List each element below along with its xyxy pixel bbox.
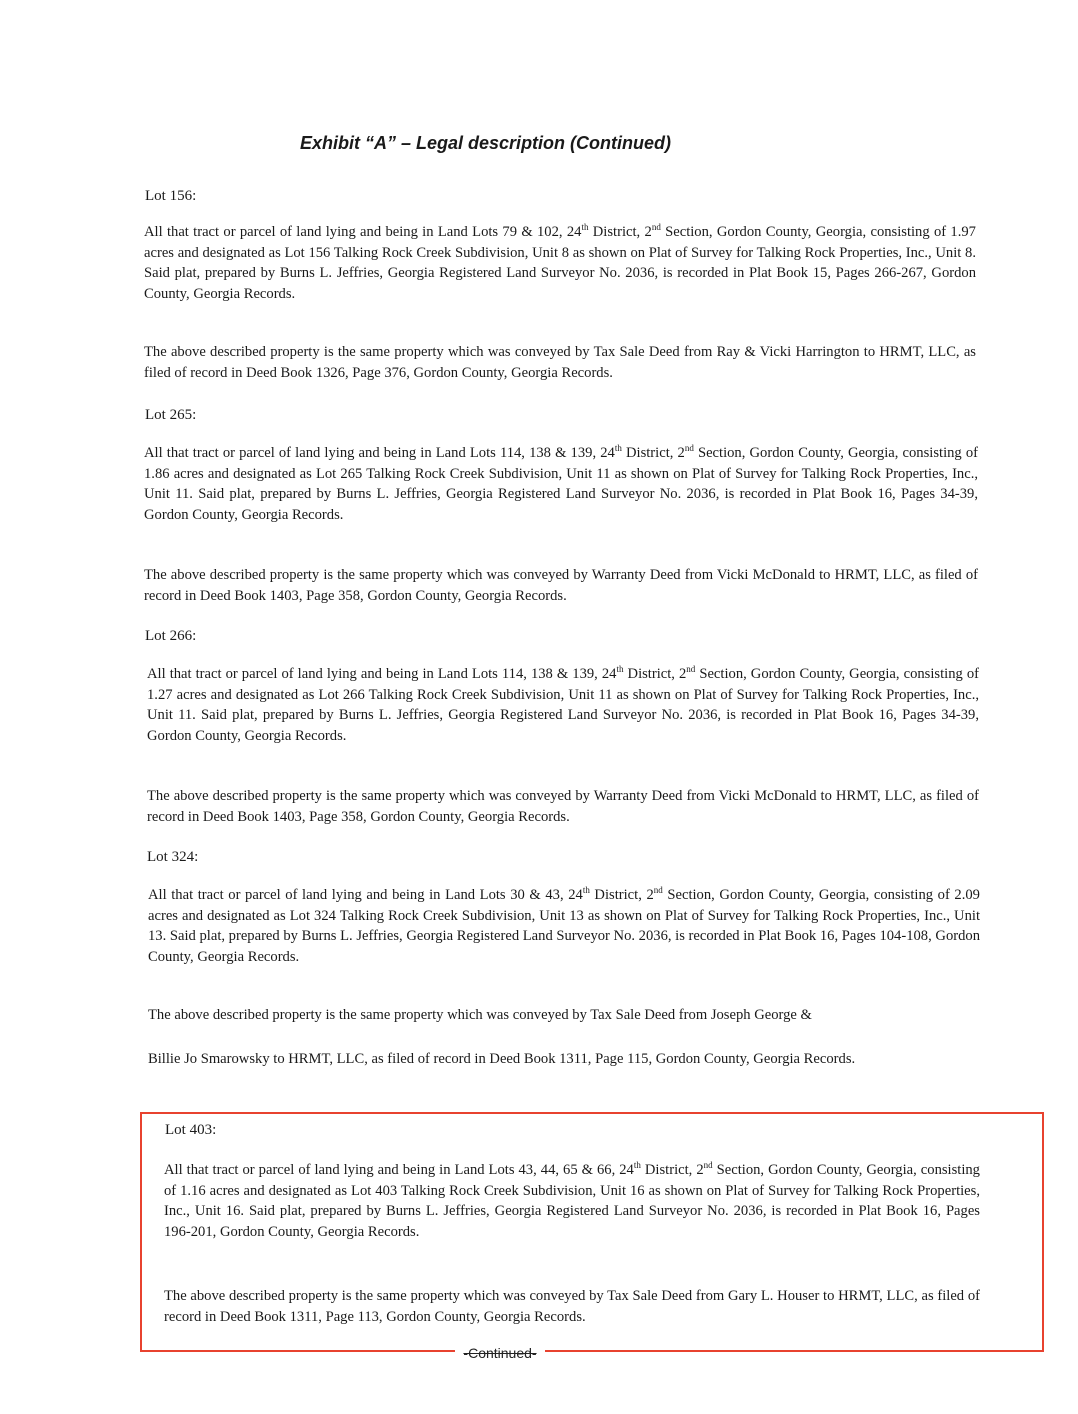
lot-265-heading: Lot 265:: [145, 407, 197, 423]
lot-324-description: All that tract or parcel of land lying and being in Land Lots 30 & 43, 24th District, 2nd Section, Gordon County, Georgia, consisting of 2.09 acres and designated as Lot 324 Talking Rock Creek Subdivision, Unit 13 as shown on Plat of Survey for Talking Rock Properties, Inc., Unit 13. Said plat, prepared by Burns L. Jeffries, Georgia Registered Land Surveyor No. 2036, is recorded in Plat Book 16, Pages 104-108, Gordon County, Georgia Records.: [148, 885, 980, 965]
lot-266-conveyance: The above described property is the same property which was conveyed by Warranty Deed from Vicki McDonald to HRMT, LLC, as filed of record in Deed Book 1403, Page 358, Gordon County, Georgia Records.: [147, 788, 979, 825]
lot-403-heading: Lot 403:: [165, 1122, 217, 1138]
lot-403-description: All that tract or parcel of land lying and being in Land Lots 43, 44, 65 & 66, 24th District, 2nd Section, Gordon County, Georgia, consisting of 1.16 acres and designated as Lot 403 Talking Rock Creek Subdivision, Unit 16 as shown on Plat of Survey for Talking Rock Properties, Inc., Unit 16. Said plat, prepared by Burns L. Jeffries, Georgia Registered Land Surveyor No. 2036, is recorded in Plat Book 16, Pages 196-201, Gordon County, Georgia Records.: [164, 1160, 980, 1240]
lot-266-heading: Lot 266:: [145, 628, 197, 644]
page-title: Exhibit “A” – Legal description (Continued): [300, 133, 672, 153]
lot-156-heading: Lot 156:: [145, 188, 197, 204]
lot-156-conveyance: The above described property is the same property which was conveyed by Tax Sale Deed from Ray & Vicki Harrington to HRMT, LLC, as filed of record in Deed Book 1326, Page 376, Gordon County, Georgia Records.: [144, 344, 976, 381]
lot-266-description: All that tract or parcel of land lying and being in Land Lots 114, 138 & 139, 24th District, 2nd Section, Gordon County, Georgia, consisting of 1.27 acres and designated as Lot 266 Talking Rock Creek Subdivision, Unit 11 as shown on Plat of Survey for Talking Rock Properties, Inc., Unit 11. Said plat, prepared by Burns L. Jeffries, Georgia Registered Land Surveyor No. 2036, is recorded in Plat Book 16, Pages 34-39, Gordon County, Georgia Records.: [147, 664, 979, 744]
continued-footer: -Continued-: [455, 1344, 545, 1362]
lot-265-conveyance: The above described property is the same property which was conveyed by Warranty Deed from Vicki McDonald to HRMT, LLC, as filed of record in Deed Book 1403, Page 358, Gordon County, Georgia Records.: [144, 567, 978, 604]
lot-265-description: All that tract or parcel of land lying and being in Land Lots 114, 138 & 139, 24th District, 2nd Section, Gordon County, Georgia, consisting of 1.86 acres and designated as Lot 265 Talking Rock Creek Subdivision, Unit 11 as shown on Plat of Survey for Talking Rock Properties, Inc., Unit 11. Said plat, prepared by Burns L. Jeffries, Georgia Registered Land Surveyor No. 2036, is recorded in Plat Book 16, Pages 34-39, Gordon County, Georgia Records.: [144, 443, 978, 523]
lot-324-conveyance: The above described property is the same property which was conveyed by Tax Sale Deed from Joseph George &: [148, 1007, 812, 1023]
lot-324-conveyance-continued: Billie Jo Smarowsky to HRMT, LLC, as filed of record in Deed Book 1311, Page 115, Gordon County, Georgia Records.: [148, 1051, 856, 1067]
lot-156-description: All that tract or parcel of land lying and being in Land Lots 79 & 102, 24th District, 2nd Section, Gordon County, Georgia, consisting of 1.97 acres and designated as Lot 156 Talking Rock Creek Subdivision, Unit 8 as shown on Plat of Survey for Talking Rock Properties, Inc., Unit 8. Said plat, prepared by Burns L. Jeffries, Georgia Registered Land Surveyor No. 2036, is recorded in Plat Book 15, Pages 266-267, Gordon County, Georgia Records.: [144, 222, 976, 302]
lot-324-heading: Lot 324:: [147, 849, 199, 865]
lot-403-conveyance: The above described property is the same property which was conveyed by Tax Sale Deed from Gary L. Houser to HRMT, LLC, as filed of record in Deed Book 1311, Page 113, Gordon County, Georgia Records.: [164, 1288, 980, 1325]
